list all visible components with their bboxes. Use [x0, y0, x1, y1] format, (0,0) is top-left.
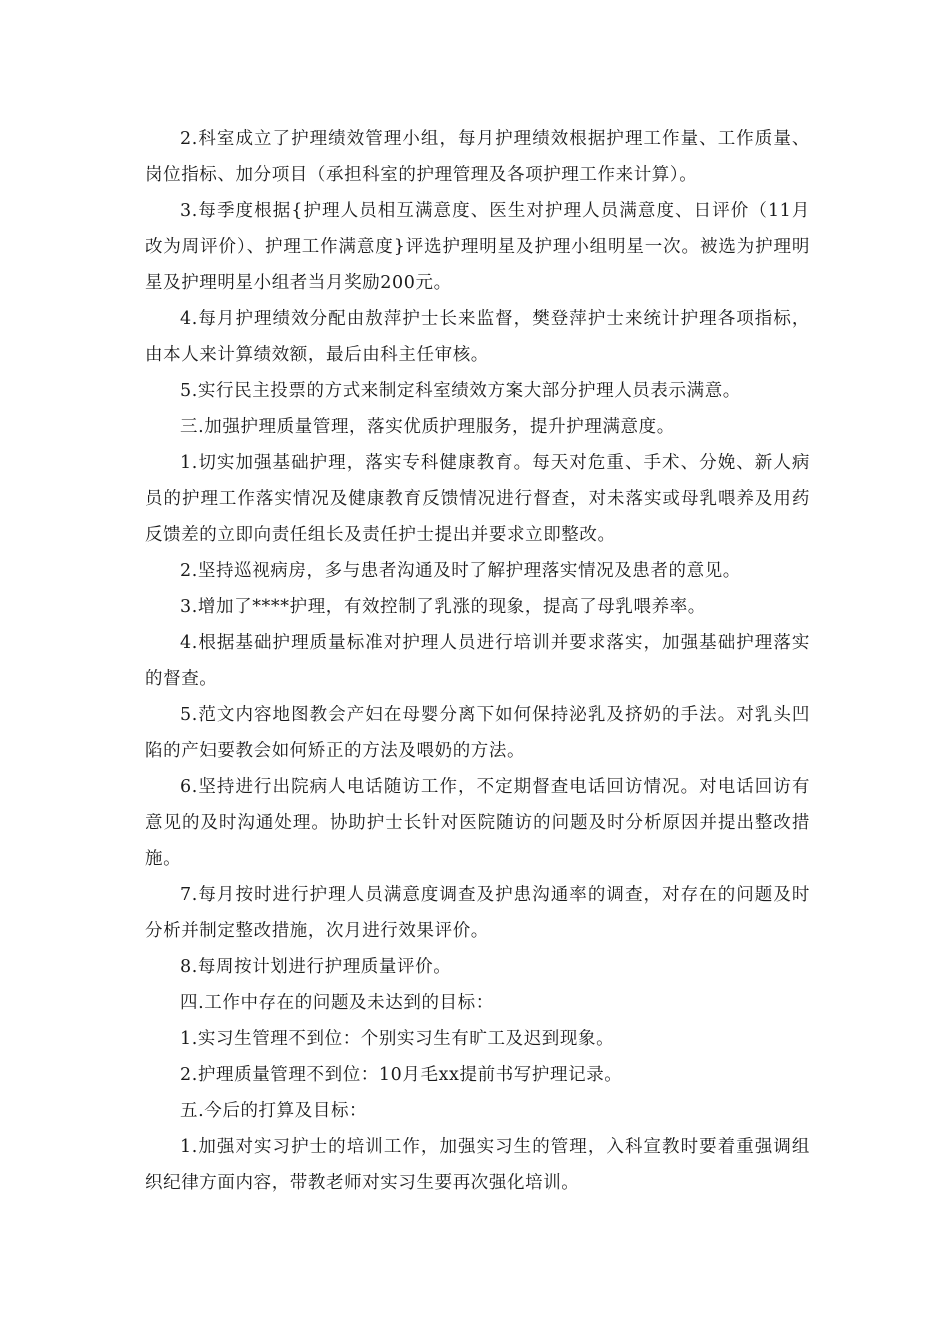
paragraph: 2.护理质量管理不到位：10月毛xx提前书写护理记录。	[180, 1065, 623, 1085]
paragraph: 1.加强对实习护士的培训工作，加强实习生的管理，入科宣教时要着重强调组织纪律方面内容，带教老师对实习生要再次强化培训。	[145, 1137, 810, 1193]
paragraph: 7.每月按时进行护理人员满意度调查及护患沟通率的调查，对存在的问题及时分析并制定整改措施，次月进行效果评价。	[145, 885, 810, 941]
paragraph: 8.每周按计划进行护理质量评价。	[180, 957, 452, 977]
section-heading: 三.加强护理质量管理，落实优质护理服务，提升护理满意度。	[180, 417, 675, 437]
paragraph: 4.每月护理绩效分配由敖萍护士长来监督，樊登萍护士来统计护理各项指标，由本人来计算绩效额，最后由科主任审核。	[145, 309, 810, 365]
paragraph: 6.坚持进行出院病人电话随访工作，不定期督查电话回访情况。对电话回访有意见的及时沟通处理。协助护士长针对医院随访的问题及时分析原因并提出整改措施。	[145, 777, 810, 869]
section-heading: 五.今后的打算及目标：	[180, 1101, 368, 1121]
document-body	[145, 121, 810, 1201]
paragraph: 5.实行民主投票的方式来制定科室绩效方案大部分护理人员表示满意。	[180, 381, 741, 401]
paragraph: 2.科室成立了护理绩效管理小组，每月护理绩效根据护理工作量、工作质量、岗位指标、加分项目（承担科室的护理管理及各项护理工作来计算）。	[145, 129, 810, 185]
paragraph: 5.范文内容地图教会产妇在母婴分离下如何保持泌乳及挤奶的手法。对乳头凹陷的产妇要教会如何矫正的方法及喂奶的方法。	[145, 705, 810, 761]
section-heading: 四.工作中存在的问题及未达到的目标：	[180, 993, 494, 1013]
paragraph: 2.坚持巡视病房，多与患者沟通及时了解护理落实情况及患者的意见。	[180, 561, 741, 581]
paragraph: 1.切实加强基础护理，落实专科健康教育。每天对危重、手术、分娩、新人病员的护理工作落实情况及健康教育反馈情况进行督查，对未落实或母乳喂养及用药反馈差的立即向责任组长及责任护士提出并要求立即整改。	[145, 453, 810, 545]
paragraph: 1.实习生管理不到位：个别实习生有旷工及迟到现象。	[180, 1029, 615, 1049]
paragraph: 3.增加了****护理，有效控制了乳涨的现象，提高了母乳喂养率。	[180, 597, 706, 617]
paragraph: 3.每季度根据{护理人员相互满意度、医生对护理人员满意度、日评价（11月改为周评价）、护理工作满意度}评选护理明星及护理小组明星一次。被选为护理明星及护理明星小组者当月奖励200元。	[145, 201, 810, 293]
paragraph: 4.根据基础护理质量标准对护理人员进行培训并要求落实，加强基础护理落实的督查。	[145, 633, 810, 689]
